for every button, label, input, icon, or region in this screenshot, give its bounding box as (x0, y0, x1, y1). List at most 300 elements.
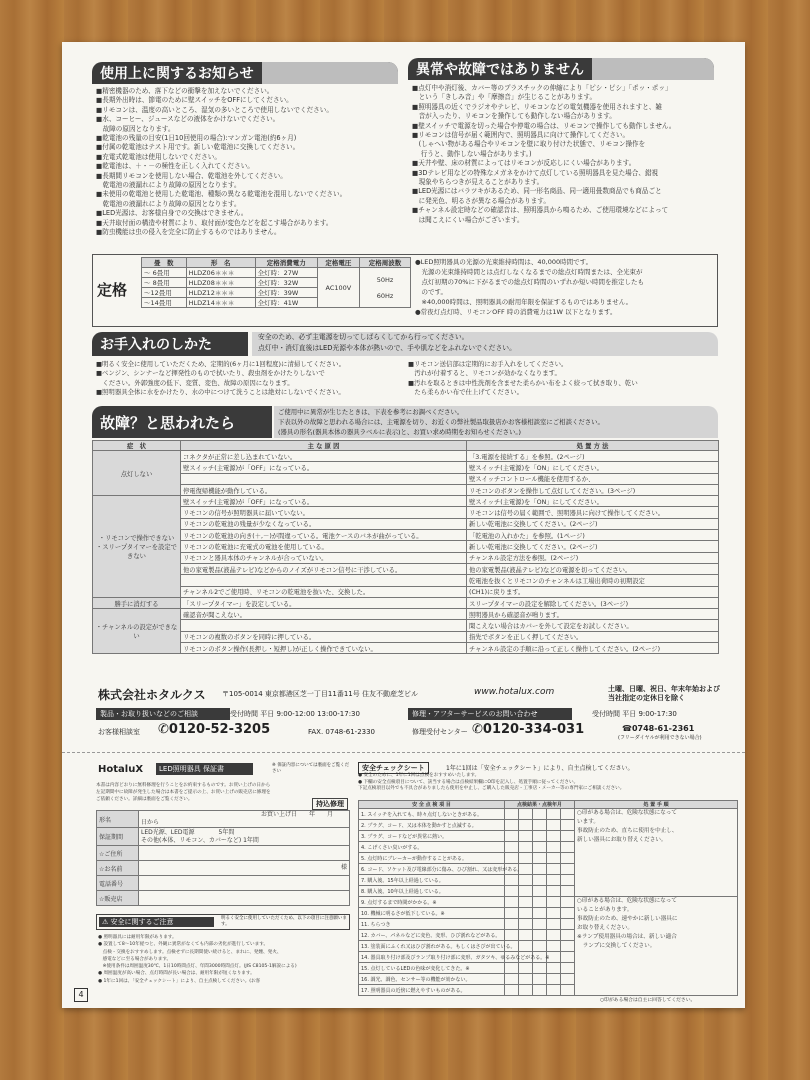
check-action-line: 新しい器具にお取り替えください。 (577, 837, 667, 843)
check-result-cell[interactable] (561, 820, 575, 831)
trouble-remedy: 壁スイッチ(主電源)を「ON」にしてください。 (467, 462, 719, 473)
trouble-section-header (92, 406, 272, 438)
free-dial-icon: ✆ (158, 722, 169, 737)
usage-item: ■充電式乾電池は使用しないでください。 (96, 152, 221, 161)
care-item: ください。外郭強度の低下、変質、変色、故障の原因になります。 (96, 378, 294, 387)
warranty-form-label: 電話番号 (97, 876, 139, 891)
check-result-cell[interactable] (519, 930, 533, 941)
trouble-header: 主 な 原 因 (181, 441, 467, 451)
usage-item: ■天井取付面の構造や材質により、取付面が変色などを起こす場合があります。 (96, 218, 333, 227)
check-action (575, 809, 738, 897)
check-result-cell[interactable] (547, 930, 561, 941)
trouble-cause: チャンネル2でご使用時、リモコンの乾電池を抜いた、交換した。 (181, 586, 467, 597)
normal-item: ■リモコンは信号が届く範囲内で、照明器具に向けて操作してください。 (412, 131, 630, 140)
care-title: お手入れのしかた (100, 337, 212, 353)
normal-item: は聞こえにくい場合がございます。 (412, 215, 524, 224)
trouble-remedy: 壁スイッチ(主電源)を「ON」にしてください。 (467, 496, 719, 507)
trouble-cause: リモコンと器具本体のチャンネルが合っていない。 (181, 552, 467, 563)
warranty-form-field (139, 811, 350, 828)
check-result-cell[interactable] (505, 831, 519, 842)
trouble-cause: 確認音が聞こえない。 (181, 609, 467, 620)
check-result-cell[interactable] (519, 853, 533, 864)
safety-line: ● 設置して8～10年経つと、外観に異常がなくても内部の劣化が進行しています。 (98, 942, 269, 948)
check-result-cell[interactable] (561, 985, 575, 996)
check-result-cell[interactable] (561, 864, 575, 875)
trouble-row (93, 631, 719, 642)
trouble-remedy: リモコンのボタンを操作して点灯してください。(3ページ) (467, 484, 719, 495)
spec-50hz: 50Hz (376, 275, 394, 284)
holiday-note (608, 685, 720, 703)
normal-item: (しゃへい物がある場合やリモコンを壁に取り付けた状態で、リモコン操作を (412, 140, 646, 149)
free-dial-repair-number: 0120-334-031 (482, 722, 585, 737)
check-result-cell[interactable] (547, 897, 561, 908)
usage-item: 故障の原因となります。 (96, 124, 175, 133)
warranty-form-row (97, 828, 350, 846)
usage-item: ■付属の乾電池はテスト用です。新しい乾電池に交換してください。 (96, 143, 300, 152)
check-item: 5. 点灯時にブレーカーが動作することがある。 (359, 853, 505, 864)
spec-note: 光源の光束維持時間とは点灯しなくなるまでの総点灯時間または、全光束が (415, 268, 643, 276)
usage-item: ■長期外出時は、節電のために壁スイッチをOFFにしてください。 (96, 96, 293, 105)
spec-cell: 全灯時：41W (255, 298, 317, 308)
check-item: 12. カバー、パネルなどに変色、変形、ひび割れなどがある。 (359, 930, 505, 941)
normal-item: ■LED光源にはバラツキがあるため、同一形名商品、同一適用畳数商品でも商品ごと (412, 187, 662, 196)
page-number: 4 (74, 988, 88, 1002)
checksheet-footer: ○印がある場合は自主に回答してください。 (600, 998, 696, 1003)
normal-list (412, 84, 714, 225)
trouble-remedy: (CH1)に戻ります。 (467, 586, 719, 597)
inquiry-hours: 受付時間 平日 9:00-12:00 13:00-17:30 (230, 710, 360, 718)
check-item: 9. 点灯するまで時間がかかる。※ (359, 897, 505, 908)
warranty-form-label: ☆お名前 (97, 861, 139, 876)
normal-item: 現象やちらつきが見えることがあります。 (412, 178, 544, 187)
care-item: 汚れが付着すると、リモコンが効かなくなります。 (408, 369, 561, 378)
safety-lines (98, 934, 356, 985)
spec-60hz: 60Hz (376, 291, 394, 300)
check-item: 11. ちらつき (359, 919, 505, 930)
check-result-cell[interactable] (519, 842, 533, 853)
check-result-cell[interactable] (547, 842, 561, 853)
trouble-symptom-line: 点灯しない (120, 470, 153, 478)
spec-cell: 全灯時：27W (255, 268, 317, 278)
check-result-cell[interactable] (561, 908, 575, 919)
check-action-line: 事故防止のため、直ちに使用を中止し、 (577, 828, 678, 834)
check-result-cell[interactable] (547, 875, 561, 886)
check-row (359, 897, 738, 908)
check-result-cell[interactable] (533, 853, 547, 864)
repair-phone-note: (フリーダイヤルが利用できない場合) (618, 735, 702, 741)
check-result-cell[interactable] (519, 941, 533, 952)
trouble-cause: リモコンの乾電池の向き(＋,－)が間違っている。電池ケースのバネが曲がっている。 (181, 530, 467, 541)
check-result-cell[interactable] (505, 919, 519, 930)
check-result-cell[interactable] (519, 908, 533, 919)
check-header: 点検結果・点検年月 (505, 801, 575, 809)
spec-row (142, 268, 411, 278)
check-action-line: ○印がある場合は、危険な状態になって (577, 898, 677, 904)
trouble-cause: リモコンのボタン操作(長押し・短押し)が正しく操作できていない。 (181, 643, 467, 654)
trouble-cause: リモコンの複数のボタンを同時に押している。 (181, 631, 467, 642)
check-result-cell[interactable] (561, 886, 575, 897)
check-result-cell[interactable] (561, 941, 575, 952)
care-item: たら柔らかい布で仕上げてください。 (408, 388, 524, 397)
usage-list (96, 87, 396, 238)
trouble-row (93, 541, 719, 552)
check-header: 処 置 手 順 (575, 801, 738, 809)
check-result-cell[interactable] (533, 831, 547, 842)
warranty-form-field (139, 846, 350, 861)
check-result-cell[interactable] (519, 974, 533, 985)
check-item: 13. 塗装面にふくれ又はひび割れがある。もしくはさびが出ている。 (359, 941, 505, 952)
trouble-cause: 壁スイッチ(主電源)が「OFF」になっている。 (181, 496, 467, 507)
check-result-cell[interactable] (561, 809, 575, 820)
warranty-sama: 様 (340, 864, 347, 871)
check-result-cell[interactable] (561, 875, 575, 886)
check-result-cell[interactable] (505, 908, 519, 919)
repair-center-label: 修理受付センター (412, 728, 468, 736)
warranty-form-field (139, 828, 350, 846)
trouble-cause: コネクタが正常に差し込まれていない。 (181, 451, 467, 462)
check-result-cell[interactable] (561, 919, 575, 930)
check-result-cell[interactable] (561, 853, 575, 864)
warranty-note: ※ 保証内容については裏面をご覧ください (272, 763, 350, 774)
spec-cell: ～ 8畳用 (142, 278, 187, 288)
care-warning-1: 安全のため、必ず主電源を切ってしばらくしてから行ってください。 (258, 333, 469, 341)
trouble-row (93, 518, 719, 529)
brand-logo: HotaluX (98, 764, 144, 775)
check-result-cell[interactable] (561, 831, 575, 842)
check-item: 10. 機械に明るさが低下している。※ (359, 908, 505, 919)
trouble-row (93, 507, 719, 518)
warranty-text-line: ご依頼ください。詳細は裏面をご覧ください。 (96, 797, 193, 802)
check-result-cell[interactable] (547, 853, 561, 864)
trouble-remedy: 乾電池を抜くとリモコンのチャンネルは工場出荷時の初期設定 (467, 575, 719, 586)
check-result-cell[interactable] (533, 908, 547, 919)
check-result-cell[interactable] (519, 897, 533, 908)
trouble-remedy: チャンネル設定方法を参照。(2ページ) (467, 552, 719, 563)
customer-center-label: お客様相談室 (98, 728, 140, 736)
warning-icon: ⚠ (102, 918, 109, 926)
usage-item: ■リモコンは、温度の高いところ、湿気の多いところで使用しないでください。 (96, 105, 333, 114)
check-item: 3. プラグ、コードなどが異常に熱い。 (359, 831, 505, 842)
check-item: 8. 購入後、10年以上経過している。 (359, 886, 505, 897)
check-result-cell[interactable] (505, 809, 519, 820)
check-result-cell[interactable] (547, 864, 561, 875)
safety-line: 点検・交換をおすすめします。点検せずに長期間使い続けると、まれに、発煙、発火、 (98, 949, 282, 955)
free-dial-icon: ✆ (472, 722, 483, 737)
check-result-cell[interactable] (505, 875, 519, 886)
trouble-remedy: 「3.電源を接続する」を参照。(2ページ) (467, 451, 719, 462)
spec-voltage: AC100V (317, 268, 359, 308)
normal-title: 異常や故障ではありません (416, 62, 584, 78)
repair-phone[interactable]: ☎0748-61-2361 (622, 724, 695, 733)
trouble-row (93, 451, 719, 462)
trouble-header: 症 状 (93, 441, 181, 451)
trouble-row (93, 597, 719, 608)
check-result-cell[interactable] (533, 820, 547, 831)
check-result-cell[interactable] (561, 897, 575, 908)
care-item: ■ベンジン、シンナーなど揮発性のもので拭いたり、殺虫剤をかけたりしないで (96, 369, 325, 378)
trouble-row (93, 473, 719, 484)
check-result-cell[interactable] (547, 886, 561, 897)
care-section-header (92, 332, 248, 356)
trouble-remedy: 聞こえない場合はカバーを外して設定をお試しください。 (467, 620, 719, 631)
check-result-cell[interactable] (505, 985, 519, 996)
check-result-cell[interactable] (547, 941, 561, 952)
safety-caution-title-text: 安全に関するご注意 (110, 918, 174, 926)
warranty-form-label: ☆ご住所 (97, 846, 139, 861)
check-item: 6. コード、ソケット及び電線部分に傷み、ひび割れ、又は変形がある。 (359, 864, 505, 875)
warranty-text-line: 本書は内容どおりに無料修理を行うことをお約束するものです。お買い上げの日から (96, 783, 271, 788)
inquiry-label: 製品・お取り扱いなどのご相談 (96, 708, 230, 720)
usage-item: ■乾電池は、＋・－の極性を正しく入れてください。 (96, 162, 254, 171)
checksheet-table (358, 800, 738, 996)
check-result-cell[interactable] (505, 897, 519, 908)
normal-item: ■照明器具の近くでラジオやテレビ、リモコンなどの電気機器を使用されますと、雑 (412, 102, 662, 111)
usage-item: ■水、コーヒー、ジュースなどの液体をかけないでください。 (96, 115, 280, 124)
check-action-line: 事故防止のため、速やかに新しい器具に (577, 916, 678, 922)
check-result-cell[interactable] (505, 930, 519, 941)
trouble-symptom (93, 451, 181, 496)
check-result-cell[interactable] (547, 809, 561, 820)
trouble-cause (181, 620, 467, 631)
check-result-cell[interactable] (533, 875, 547, 886)
care-item: ■照明器具全体に水をかけたり、水の中につけて洗うことは絶対にしないでください。 (96, 388, 345, 397)
trouble-remedy: スリープタイマーの設定を解除してください。(3ページ) (467, 597, 719, 608)
check-result-cell[interactable] (533, 864, 547, 875)
check-result-cell[interactable] (519, 985, 533, 996)
trouble-title: 故障？と思われたら (100, 413, 236, 432)
normal-item: ■3Dテレビ用などの特殊なメガネをかけて点灯している照明器具を見た場合、錯視 (412, 168, 659, 177)
trouble-remedy: チャンネル設定の手順に沿って正しく操作してください。(2ページ) (467, 643, 719, 654)
warranty-form-row (97, 861, 350, 876)
usage-item: ■未使用の乾電池と使用した乾電池、種類の異なる乾電池を混用しないでください。 (96, 190, 347, 199)
normal-item: という「きしみ音」や「摩擦音」が生じることがあります。 (412, 93, 597, 102)
check-action-line: お取り替えください。 (577, 925, 633, 931)
normal-item: ■チャンネル設定時などの確認音は、照明器具から鳴るため、ご使用環境などによって (412, 206, 669, 215)
usage-section-header (92, 62, 398, 84)
check-result-cell[interactable] (547, 831, 561, 842)
usage-item: ■長期間リモコンを使用しない場合、乾電池を外してください。 (96, 171, 287, 180)
check-result-cell[interactable] (533, 974, 547, 985)
spec-header: 定格電圧 (317, 258, 359, 268)
warranty-form-field (139, 876, 350, 891)
spec-cell: 全灯時：32W (255, 278, 317, 288)
check-result-cell[interactable] (547, 908, 561, 919)
warranty-form-row (97, 846, 350, 861)
care-right-list (408, 360, 716, 398)
free-dial-inquiry-number: 0120-52-3205 (168, 722, 271, 737)
check-item: 17. 照明器具の近傍に燃えやすいものがある。 (359, 985, 505, 996)
warranty-form-row (97, 876, 350, 891)
spec-header: 畳 数 (142, 258, 187, 268)
normal-item: ■天井や壁、床の材質によってはリモコンが反応しにくい場合があります。 (412, 159, 636, 168)
care-item: ■リモコン送信部は定期的にお手入れをしてください。 (408, 360, 568, 368)
check-result-cell[interactable] (561, 952, 575, 963)
trouble-row (93, 530, 719, 541)
spec-cell: 全灯時：39W (255, 288, 317, 298)
trouble-header: 処 置 方 法 (467, 441, 719, 451)
check-result-cell[interactable] (561, 842, 575, 853)
check-result-cell[interactable] (533, 985, 547, 996)
check-item: 14. 器具取り付け部及びランプ取り付け部に変形、ガタツキ、ゆるみなどがある。※ (359, 952, 505, 963)
checksheet-note: ● 下欄の安全点検項目について、該当する場合は点検結果欄にO印を記入し、処置手順に従ってください。 (358, 779, 579, 785)
warranty-period-1: LED光源、LED電源 5年間 (141, 828, 235, 836)
trouble-row (93, 496, 719, 507)
check-result-cell[interactable] (533, 963, 547, 974)
trouble-symptom (93, 609, 181, 654)
trouble-symptom (93, 496, 181, 598)
safety-line: ※使用条件は周囲温度30℃、1日10時間点灯、年間3000時間点灯。(JIS C8105-1解説による) (98, 964, 297, 970)
fax-number: FAX. 0748-61-2330 (308, 728, 376, 736)
cut-line (62, 752, 745, 753)
check-action-line: ※ランプ使用器具の場合は、新しい適合 (577, 934, 677, 940)
trouble-remedy: 新しい乾電池に交換してください。(2ページ) (467, 518, 719, 529)
trouble-cause: リモコンの乾電池の残量が少なくなっている。 (181, 518, 467, 529)
check-result-cell[interactable] (519, 820, 533, 831)
check-result-cell[interactable] (547, 963, 561, 974)
check-result-cell[interactable] (561, 930, 575, 941)
checksheet-note: ● 安全のために、1年に1回は点検をおすすめいたします。 (358, 773, 480, 778)
normal-item: 行うと、動作しない場合があります。) (412, 149, 532, 158)
trouble-cause: 「スリープタイマー」を設定している。 (181, 597, 467, 608)
usage-item: 乾電池の液漏れにより故障の原因となります。 (96, 199, 241, 208)
trouble-intro-line: ご使用中に異常が生じたときは、下表を参考にお調べください。 (278, 408, 464, 416)
check-result-cell[interactable] (519, 809, 533, 820)
company-url[interactable]: www.hotalux.com (474, 687, 555, 697)
trouble-remedy: 新しい乾電池に交換してください。(2ページ) (467, 541, 719, 552)
spec-note: のです。 (415, 288, 447, 296)
trouble-cause: 他の家電製品(液晶テレビ)などからのノイズがリモコン信号に干渉している。 (181, 563, 467, 574)
safety-line: 感電などに至る場合があります。 (98, 956, 172, 962)
spec-cell: ～14畳用 (142, 298, 187, 308)
trouble-cause: 壁スイッチ(主電源)が「OFF」になっている。 (181, 462, 467, 473)
check-result-cell[interactable] (505, 853, 519, 864)
trouble-cause: リモコンの乾電池に充電式の電池を使用している。 (181, 541, 467, 552)
check-result-cell[interactable] (519, 831, 533, 842)
warranty-title: LED照明器具 保証書 (156, 763, 253, 775)
check-result-cell[interactable] (547, 919, 561, 930)
safety-caution-note: 明るく安全に使用していただくため、以下の項目に注意願います。 (221, 916, 347, 927)
checksheet-intro: 1年に1回は「安全チェックシート」により、自主点検してください。 (446, 765, 634, 772)
trouble-row (93, 484, 719, 495)
checksheet-notes (358, 773, 738, 793)
normal-item: ■壁スイッチで電源を切った場合や停電の場合は、リモコンで操作しても動作しません。 (412, 121, 676, 130)
trouble-intro-line: (器具の形名(器具本体の器具ラベルに表示)と、お買い求め時期をお知らせください。) (278, 428, 522, 436)
check-result-cell[interactable] (505, 842, 519, 853)
check-item: 1. スイッチを入れても、時々点灯しないときがある。 (359, 809, 505, 820)
trouble-remedy: 照明器具から確認音が鳴ります。 (467, 609, 719, 620)
free-dial-repair[interactable] (472, 722, 584, 737)
check-action-line: ○印がある場合は、危険な状態になって (577, 810, 677, 816)
check-result-cell[interactable] (561, 963, 575, 974)
check-result-cell[interactable] (533, 886, 547, 897)
usage-item: ■LED光源は、お客様自身での交換はできません。 (96, 209, 248, 218)
spec-header: 定格周波数 (359, 258, 410, 268)
spec-cell: HLDZ12＊＊＊ (186, 288, 255, 298)
spec-note: ●常夜灯点灯時、リモコンOFF 時の消費電力は1W 以下となります。 (415, 308, 617, 316)
trouble-cause: リモコンの信号が照明器具に届いていない。 (181, 507, 467, 518)
check-result-cell[interactable] (519, 875, 533, 886)
check-result-cell[interactable] (561, 974, 575, 985)
trouble-intro-line: 下表以外の故障と思われる場合には、主電源を切り、お近くの弊社製品取扱店かお客様相談室にご相談ください。 (278, 418, 604, 426)
safety-caution-title (99, 917, 214, 927)
check-item: 7. 購入後、15年以上経過している。 (359, 875, 505, 886)
check-action-line: います。 (577, 819, 599, 825)
trouble-remedy: 他の家電製品(液晶テレビ)などの電源を切ってください。 (467, 563, 719, 574)
check-item: 15. 点灯しているLEDの色味が変化してきた。※ (359, 963, 505, 974)
trouble-cause (181, 575, 467, 586)
check-result-cell[interactable] (519, 919, 533, 930)
checksheet-title: 安全チェックシート (358, 762, 429, 774)
check-result-cell[interactable] (533, 930, 547, 941)
spec-header: 形 名 (186, 258, 255, 268)
trouble-symptom-line: ・チャンネルの設定ができない (95, 624, 178, 641)
check-result-cell[interactable] (505, 974, 519, 985)
check-result-cell[interactable] (533, 809, 547, 820)
check-result-cell[interactable] (519, 963, 533, 974)
repair-hours: 受付時間 平日 9:00-17:30 (592, 710, 677, 718)
trouble-symptom-line: 勝手に消灯する (114, 600, 159, 608)
usage-item: ■精密機器のため、落下などの衝撃を加えないでください。 (96, 87, 274, 95)
normal-item: 音が入ったり、リモコンを操作しても動作しない場合があります。 (412, 112, 616, 121)
safety-caution-box (96, 914, 350, 930)
trouble-row (93, 563, 719, 574)
spec-header: 定格消費電力 (255, 258, 317, 268)
usage-item: ■乾電池の残量の目安(1日10回使用の場合):マンガン電池(約6ヶ月) (96, 134, 297, 143)
holiday-line-1: 土曜、日曜、祝日、年末年始および (608, 685, 720, 693)
check-item: 2. プラグ、コード、又は本体を動かすと点滅する。 (359, 820, 505, 831)
warranty-form-label: 形名 (97, 811, 139, 828)
check-result-cell[interactable] (533, 897, 547, 908)
warranty-purchase: お買い上げ日 年 月 日から (141, 811, 346, 826)
trouble-remedy: 「乾電池の入れかた」を参照。(1ページ) (467, 530, 719, 541)
care-item: ■汚れを取るときは中性洗剤を含ませた柔らかい布をよく絞って拭き取り、乾い (408, 378, 638, 387)
safety-line: ● 照明器具には耐用年限があります。 (98, 935, 177, 940)
check-result-cell[interactable] (505, 886, 519, 897)
check-result-cell[interactable] (519, 886, 533, 897)
spec-cell: HLDZ14＊＊＊ (186, 298, 255, 308)
trouble-row (93, 552, 719, 563)
spec-cell: ～ 6畳用 (142, 268, 187, 278)
free-dial-inquiry[interactable] (158, 722, 270, 737)
spec-cell: HLDZ06＊＊＊ (186, 268, 255, 278)
check-result-cell[interactable] (505, 820, 519, 831)
warranty-period-2: その他(本体、リモコン、カバーなど) 1年間 (141, 836, 259, 844)
spec-note: 点灯初期の70%に下がるまでの総点灯時間のいずれか短い時間を推定したも (415, 278, 644, 286)
warranty-text-line: 左記期間中に故障が発生した場合は本書をご提示の上、お買い上げの販売店に修理を (96, 790, 271, 795)
check-action (575, 897, 738, 996)
check-row (359, 809, 738, 820)
holiday-line-2: 当社指定の定休日を除く (608, 694, 685, 702)
check-result-cell[interactable] (547, 985, 561, 996)
check-result-cell[interactable] (547, 820, 561, 831)
trouble-cause: 停電復帰機能が動作している。 (181, 484, 467, 495)
warranty-form-label: ☆販売店 (97, 891, 139, 906)
check-result-cell[interactable] (533, 842, 547, 853)
care-warning (252, 332, 718, 356)
check-result-cell[interactable] (505, 963, 519, 974)
normal-item: に発光色、明るさが異なる場合があります。 (412, 196, 550, 205)
care-warning-2: 点灯中・消灯直後はLED光源や本体が熱いので、手や肌などをふれないでください。 (258, 344, 516, 352)
trouble-row (93, 609, 719, 620)
trouble-cause (181, 473, 467, 484)
trouble-remedy: リモコンは信号の届く範囲で、照明器具に向けて操作してください。 (467, 507, 719, 518)
carry-in-repair-stamp: 持込修理 (312, 798, 348, 810)
safety-line: ● 周囲温度が高い場合、点灯時間が長い場合は、耐用年限が短くなります。 (98, 971, 255, 977)
check-result-cell[interactable] (533, 941, 547, 952)
check-result-cell[interactable] (533, 919, 547, 930)
check-result-cell[interactable] (547, 974, 561, 985)
safety-line: ● 1年に1回は、「安全チェックシート」により、自主点検してください。(お客 (98, 978, 261, 984)
